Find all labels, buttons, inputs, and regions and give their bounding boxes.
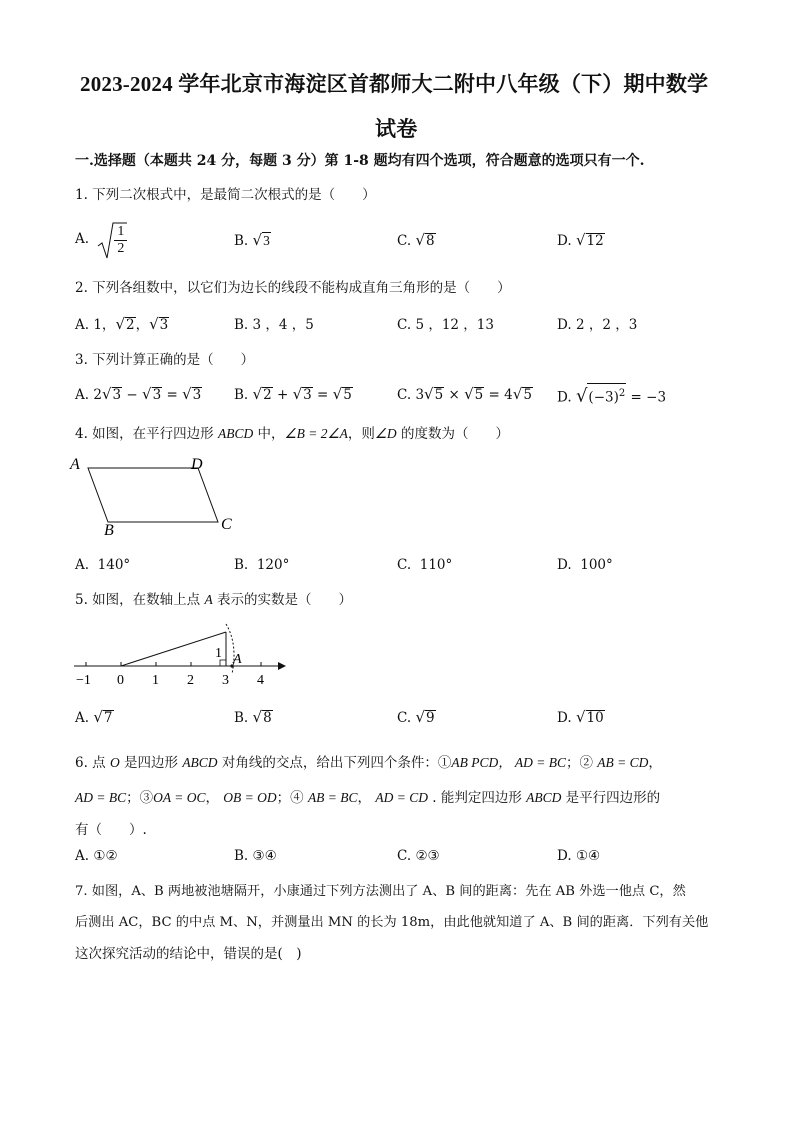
q4-option-c: C. 110° [397, 557, 453, 573]
q3-option-d: D. $√(-3)^2 = -3$ [557, 383, 666, 408]
q5-option-d: D. √10 [557, 708, 604, 726]
q5-option-c: C. √9 [397, 708, 435, 726]
option-label: C. [397, 317, 412, 333]
option-label: C. [397, 387, 412, 403]
radicand: 3 [192, 387, 202, 403]
q2-option-d [557, 313, 637, 333]
q6-option-c: C. ②③ [397, 848, 440, 864]
value: 1， [93, 317, 116, 333]
option-text: 3 ，4 ，5 [252, 317, 314, 333]
option-label: D. [557, 317, 572, 333]
radicand: 5 [343, 387, 352, 403]
radicand: 12 [586, 233, 604, 249]
equals: = [166, 387, 178, 403]
radicand: 3 [303, 387, 312, 403]
question-6-line3: 有（ ）. [75, 822, 147, 838]
option-label: A. [75, 387, 90, 403]
q4-option-d: D. 100° [557, 557, 613, 573]
q1-option-d: D. √12 [557, 231, 604, 249]
q1-option-c: C. √8 [397, 231, 435, 249]
svg-text:2: 2 [187, 673, 194, 688]
option-label: B. [234, 387, 249, 403]
option-label: D. [557, 233, 572, 249]
q2-option-b [234, 313, 314, 333]
radicand: 8 [426, 233, 435, 249]
q5-option-a: A. √7 [75, 708, 113, 726]
q6-option-b: B. ③④ [234, 848, 277, 864]
radical-fraction [97, 222, 127, 257]
page-title-line2: 试卷 [375, 117, 418, 141]
q6-option-d: D. ①④ [557, 848, 601, 864]
question-7-line3: 这次探究活动的结论中，错误的是( ) [75, 946, 302, 962]
separator: ， [135, 317, 150, 333]
q3-option-a: A. 2√3 − √3 = √3 [75, 385, 202, 403]
operator: + [276, 387, 289, 403]
svg-text:−1: −1 [76, 673, 91, 688]
operator: − [126, 387, 138, 403]
fraction-numerator: 1 [114, 222, 127, 241]
section-heading: 一.选择题（本题共 24 分，每题 3 分）第 1-8 题均有四个选项，符合题意的选项只有一个. [75, 153, 645, 169]
parallelogram-shape [88, 468, 218, 522]
radicand: (−3) [588, 389, 619, 406]
q1-option-a [75, 222, 127, 257]
question-1-stem: 1. 下列二次根式中，是最简二次根式的是（ ） [75, 187, 376, 203]
question-2-stem: 2. 下列各组数中，以它们为边长的线段不能构成直角三角形的是（ ） [75, 280, 511, 296]
radicand: 2 [126, 317, 135, 333]
question-6-line1: 6. 点 O 是四边形 ABCD 对角线的交点，给出下列四个条件：①AB PCD， AD = BC；② AB = CD， [75, 755, 662, 771]
svg-text:3: 3 [222, 673, 229, 688]
radicand: 5 [434, 387, 444, 403]
equals: = [317, 387, 329, 403]
vertex-label-a: A [70, 456, 80, 473]
option-text: 2 ，2 ，3 [575, 317, 638, 333]
radicand: 3 [112, 387, 122, 403]
option-label: B. [234, 233, 249, 249]
number-line-figure [66, 610, 296, 690]
radicand: 3 [159, 317, 169, 333]
question-4-stem: 4. 如图，在平行四边形 ABCD 中，∠B = 2∠A，则∠D 的度数为（ ） [75, 426, 509, 442]
q3-option-c: C. 3√5 × √5 = 4√5 [397, 385, 532, 403]
radicand: 5 [474, 387, 484, 403]
question-7-line2: 后测出 AC，BC 的中点 M、N，并测量出 MN 的长为 18m，由此他就知道了 A、B 间的距离．下列有关他 [75, 915, 709, 930]
q2-option-c [397, 313, 494, 333]
question-5-stem: 5. 如图，在数轴上点 A 表示的实数是（ ） [75, 592, 353, 608]
option-label: D. [557, 389, 572, 406]
vertex-label-d: D [191, 456, 203, 473]
operator: × [448, 387, 460, 403]
radicand: 5 [523, 387, 532, 403]
option-label: A. [75, 317, 90, 333]
svg-text:1: 1 [152, 673, 159, 688]
exponent: 2 [618, 388, 626, 399]
question-3-stem: 3. 下列计算正确的是（ ） [75, 352, 255, 368]
coefficient: 3 [415, 387, 425, 403]
equals-rhs: = −3 [630, 389, 667, 406]
q4-option-a: A. 140° [75, 557, 131, 573]
parallelogram-figure [66, 452, 246, 542]
q5-option-b: B. √8 [234, 708, 272, 726]
equals: = 4 [488, 387, 513, 403]
radical-sign [97, 222, 127, 260]
unit-label: 1 [215, 646, 222, 661]
tick-labels [76, 673, 264, 688]
q2-option-a: A. 1，√2，√3 [75, 315, 169, 333]
radicand: 3 [263, 233, 270, 248]
q6-option-a: A. ①② [75, 848, 118, 864]
point-a-label: A [233, 652, 242, 667]
q4-option-b: B. 120° [234, 557, 290, 573]
axis-arrow-icon [278, 662, 286, 670]
radicand: 3 [152, 387, 162, 403]
option-text: 5 ，12 ，13 [415, 317, 494, 333]
coefficient: 2 [93, 387, 102, 403]
option-label: C. [397, 233, 412, 249]
page-title: 2023-2024 学年北京市海淀区首都师大二附中八年级（下）期中数学 [80, 72, 709, 96]
vertex-label-c: C [221, 516, 232, 533]
svg-text:0: 0 [117, 673, 124, 688]
option-label: A. [75, 231, 90, 247]
hypotenuse-line [121, 632, 226, 666]
radicand: 2 [263, 387, 272, 403]
q1-option-b: B. √3 [234, 231, 270, 249]
fraction-denominator: 2 [117, 241, 125, 256]
question-7-line1: 7. 如图，A、B 两地被池塘隔开，小康通过下列方法测出了 A、B 间的距离：先在 AB 外选一他点 C，然 [75, 884, 686, 899]
question-6-line2: AD = BC；③OA = OC， OB = OD；④ AB = BC， AD = CD . 能判定四边形 ABCD 是平行四边形的 [75, 790, 661, 806]
svg-text:4: 4 [257, 673, 264, 688]
vertex-label-b: B [104, 522, 114, 539]
option-label: B. [234, 317, 249, 333]
q3-option-b: B. √2 + √3 = √5 [234, 385, 352, 403]
